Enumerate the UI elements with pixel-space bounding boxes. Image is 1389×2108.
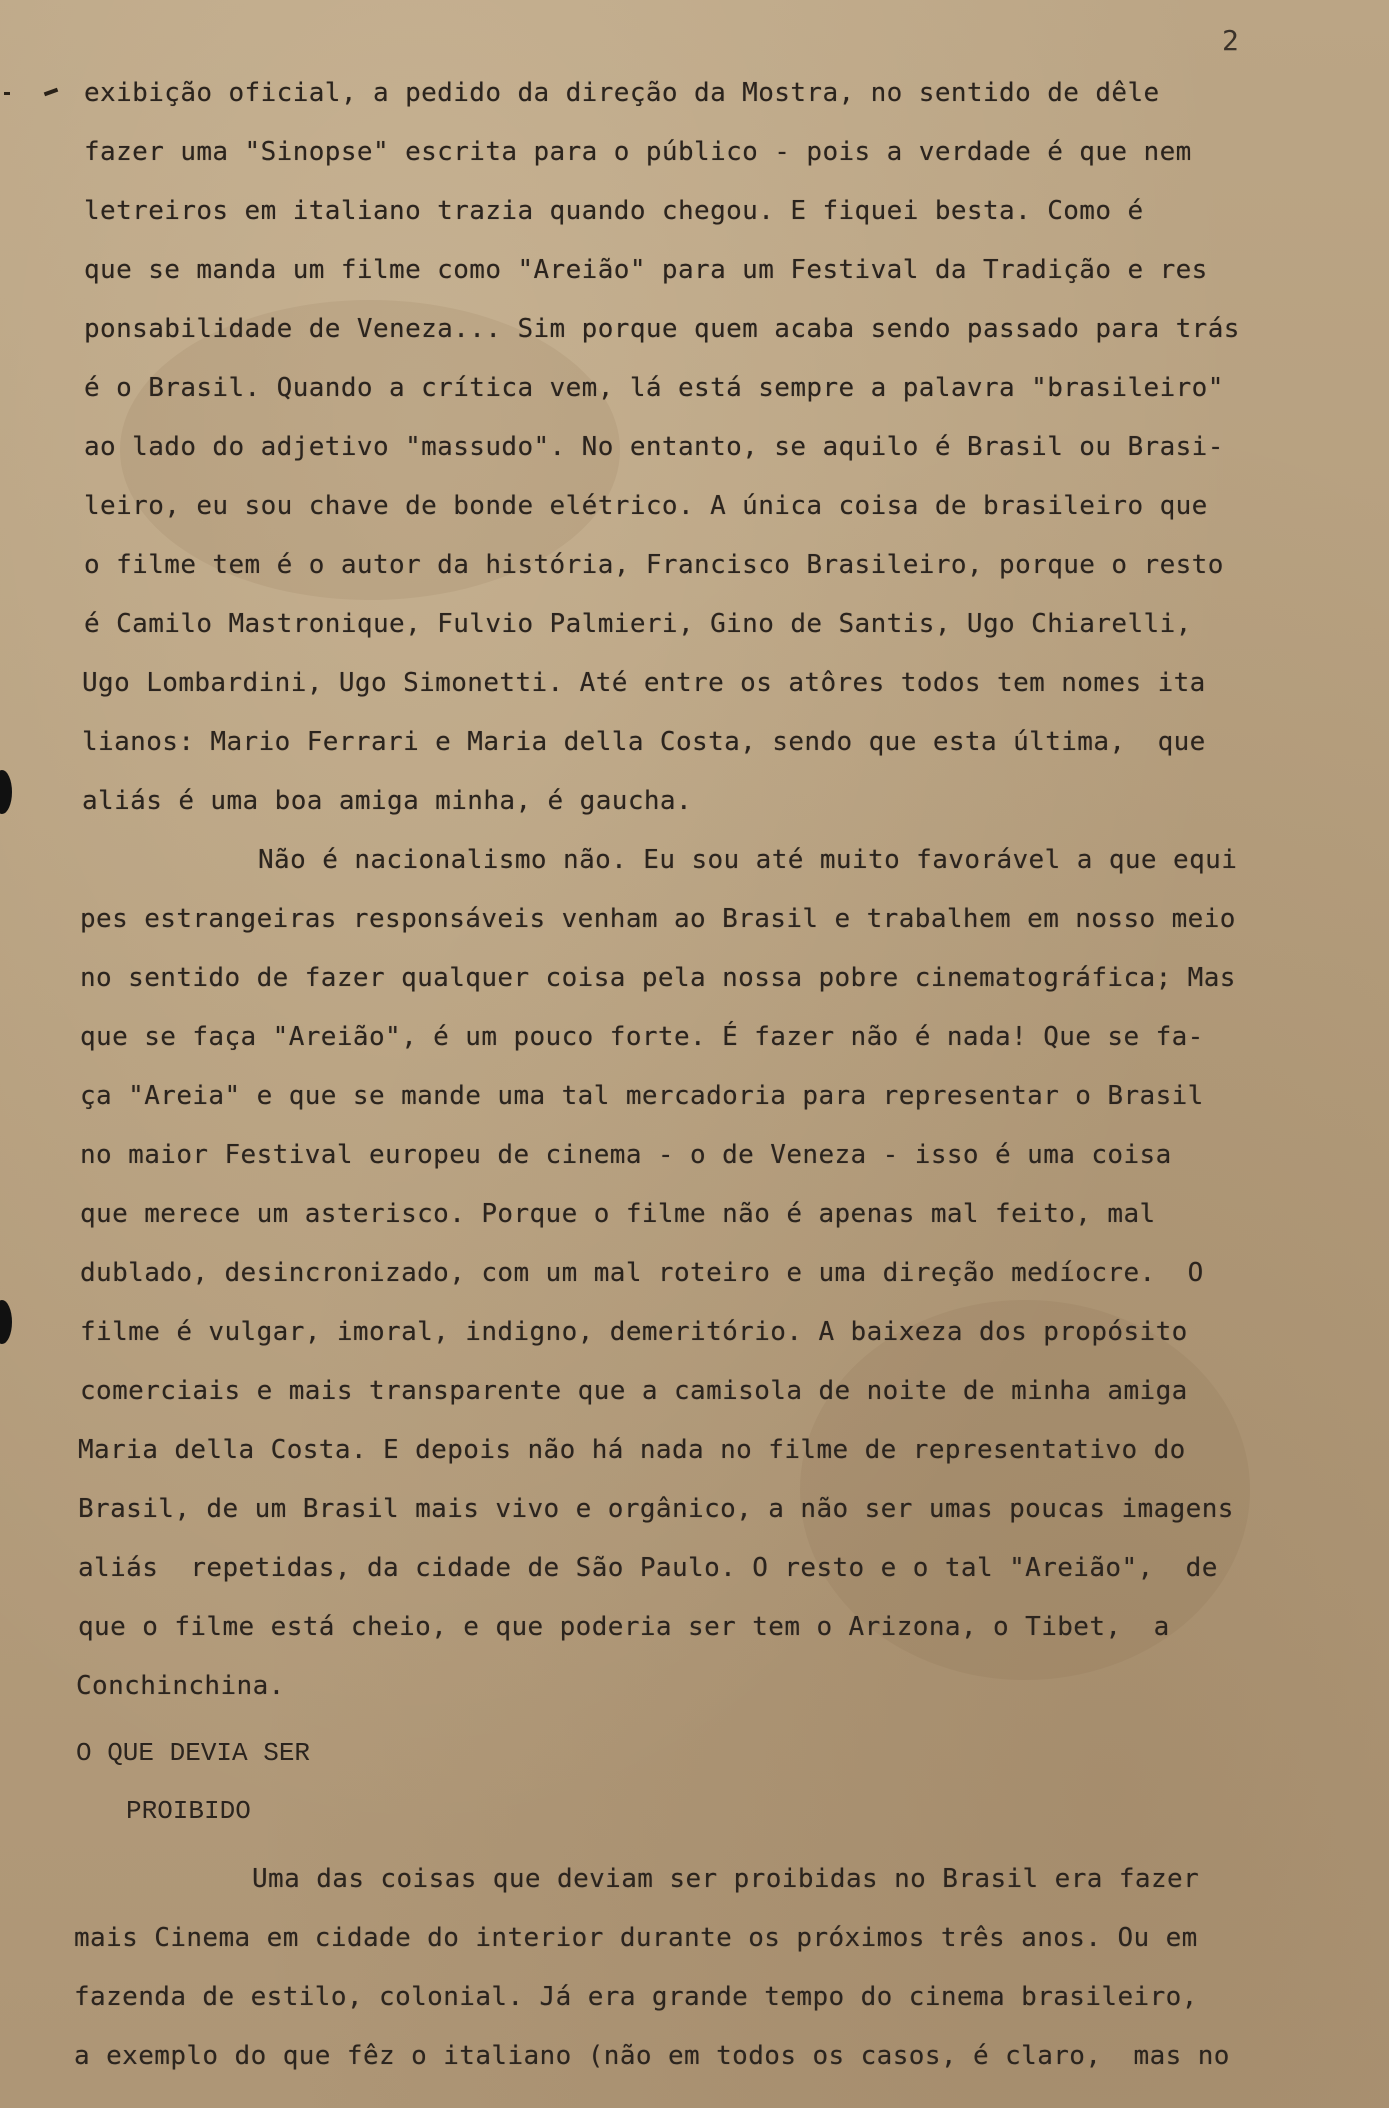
text-line: aliás é uma boa amiga minha, é gaucha. [82,786,693,816]
text-line: ao lado do adjetivo "massudo". No entanto, se aquilo é Brasil ou Brasi- [84,432,1224,462]
text-line: ponsabilidade de Veneza... Sim porque quem acaba sendo passado para trás [84,314,1240,344]
margin-mark [4,92,10,95]
text-line: letreiros em italiano trazia quando chegou. E fiquei besta. Como é [84,196,1144,226]
text-line: Conchinchina. [76,1671,285,1701]
text-line: aliás repetidas, da cidade de São Paulo. O resto e o tal "Areião", de [78,1553,1218,1583]
margin-mark [44,88,59,97]
text-line: lianos: Mario Ferrari e Maria della Costa, sendo que esta última, que [82,727,1206,757]
text-line: fazenda de estilo, colonial. Já era grande tempo do cinema brasileiro, [74,1982,1198,2012]
text-line: filme é vulgar, imoral, indigno, demeritório. A baixeza dos propósito [80,1317,1188,1347]
text-line: que merece um asterisco. Porque o filme não é apenas mal feito, mal [80,1199,1156,1229]
page-number: 2 [1222,24,1239,57]
text-line: no maior Festival europeu de cinema - o de Veneza - isso é uma coisa [80,1140,1172,1170]
text-line: Não é nacionalismo não. Eu sou até muito favorável a que equi [258,845,1238,875]
text-line: mais Cinema em cidade do interior durante os próximos três anos. Ou em [74,1923,1198,1953]
text-line: dublado, desincronizado, com um mal roteiro e uma direção medíocre. O [80,1258,1204,1288]
text-line: o filme tem é o autor da história, Francisco Brasileiro, porque o resto [84,550,1224,580]
text-line: exibição oficial, a pedido da direção da Mostra, no sentido de dêle [84,78,1160,108]
text-line: ça "Areia" e que se mande uma tal mercadoria para representar o Brasil [80,1081,1204,1111]
text-line: Ugo Lombardini, Ugo Simonetti. Até entre os atôres todos tem nomes ita [82,668,1206,698]
punch-hole [0,770,12,814]
section-heading-line-1: O QUE DEVIA SER [76,1738,311,1768]
text-line: comerciais e mais transparente que a camisola de noite de minha amiga [80,1376,1188,1406]
text-line: Brasil, de um Brasil mais vivo e orgânico, a não ser umas poucas imagens [78,1494,1234,1524]
text-line: no sentido de fazer qualquer coisa pela nossa pobre cinematográfica; Mas [80,963,1236,993]
text-line: leiro, eu sou chave de bonde elétrico. A única coisa de brasileiro que [84,491,1208,521]
text-line: é o Brasil. Quando a crítica vem, lá está sempre a palavra "brasileiro" [84,373,1224,403]
text-line: que se faça "Areião", é um pouco forte. É fazer não é nada! Que se fa- [80,1022,1204,1052]
text-line: a exemplo do que fêz o italiano (não em todos os casos, é claro, mas no [74,2041,1230,2071]
text-line: pes estrangeiras responsáveis venham ao Brasil e trabalhem em nosso meio [80,904,1236,934]
text-line: que se manda um filme como "Areião" para um Festival da Tradição e res [84,255,1208,285]
text-line: Maria della Costa. E depois não há nada no filme de representativo do [78,1435,1186,1465]
section-heading-line-2: PROIBIDO [126,1796,251,1826]
text-line: Uma das coisas que deviam ser proibidas no Brasil era fazer [252,1864,1200,1894]
text-line: fazer uma "Sinopse" escrita para o público - pois a verdade é que nem [84,137,1192,167]
text-line: que o filme está cheio, e que poderia ser tem o Arizona, o Tibet, a [78,1612,1170,1642]
punch-hole [0,1300,12,1344]
text-line: é Camilo Mastronique, Fulvio Palmieri, Gino de Santis, Ugo Chiarelli, [84,609,1192,639]
